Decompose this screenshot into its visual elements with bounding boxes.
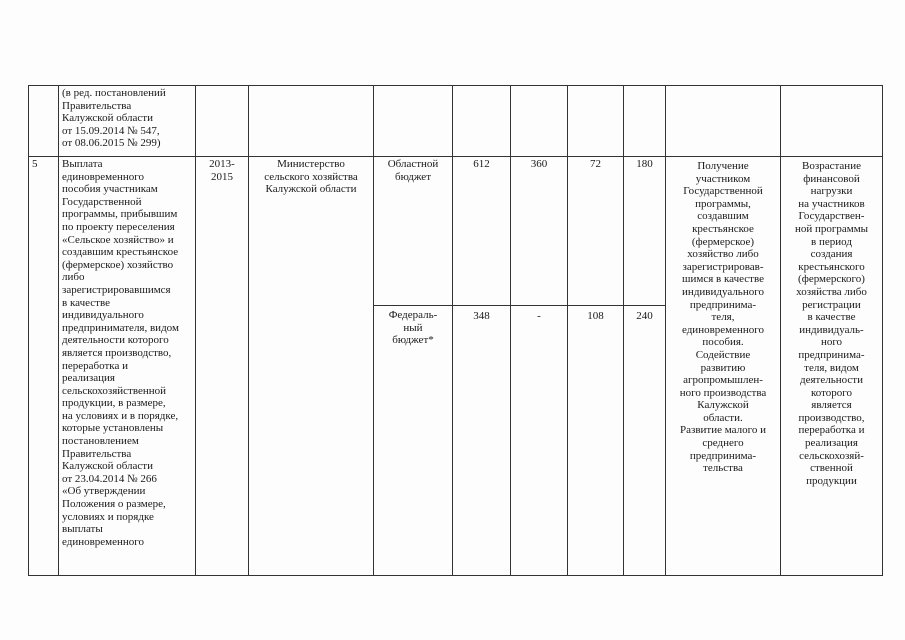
- amount-2014: 72: [590, 158, 601, 170]
- source-name: Федераль- ный бюджет*: [388, 309, 438, 347]
- cell-2015-federal: [624, 306, 666, 576]
- amount-2013: 360: [530, 158, 548, 170]
- amount-2013: -: [537, 310, 541, 322]
- cell-expected-result: [666, 157, 781, 576]
- expected-result-text: Получение участником Государственной программы, создавшим крестьянское (фермерское) хозяйство либо зарегистрировав- шимся в качестве индивидуального предпринима- теля, единовременного пособия. Содействие развитию агропромышлен- ного производства Калужской области. Развитие малого и среднего предпринима- тельства: [679, 160, 767, 475]
- executor-text: Министерство сельского хозяйства Калужской области: [264, 158, 358, 196]
- amount-2014: 108: [587, 310, 604, 322]
- cell-empty: [453, 86, 511, 157]
- cell-executor: [249, 157, 374, 576]
- cell-row-index: [29, 157, 59, 576]
- table-row-continuation: [29, 86, 883, 157]
- cell-index-empty: [29, 86, 59, 157]
- amount-total: 348: [473, 310, 490, 322]
- period-text: 2013- 2015: [209, 158, 235, 183]
- table-row-5-regional: [29, 157, 883, 306]
- cell-empty: [249, 86, 374, 157]
- cell-period: [196, 157, 249, 576]
- source-name: Областной бюджет: [387, 158, 439, 183]
- cell-2015-regional: [624, 157, 666, 306]
- cell-source-federal: [374, 306, 453, 576]
- risk-text: Возрастание финансовой нагрузки на участников Государствен- ной программы в период создания крестьянского (фермерского) хозяйства либо регистрации в качестве индивидуаль- ного предпринима- теля, видом деятельности которого является производство, переработка и реализация сельскохозяй- ственной продукции: [794, 160, 869, 487]
- cell-empty: [374, 86, 453, 157]
- cell-total-regional: [453, 157, 511, 306]
- cell-edition-note: [59, 86, 196, 157]
- cell-2014-federal: [568, 306, 624, 576]
- program-measures-table: [28, 85, 883, 576]
- cell-empty: [568, 86, 624, 157]
- cell-empty: [666, 86, 781, 157]
- cell-source-regional: [374, 157, 453, 306]
- cell-2013-regional: [511, 157, 568, 306]
- cell-empty: [624, 86, 666, 157]
- cell-empty: [781, 86, 883, 157]
- cell-total-federal: [453, 306, 511, 576]
- row-index: 5: [32, 158, 38, 170]
- measure-description-text: Выплата единовременного пособия участникам Государственной программы, прибывшим по проекту переселения «Сельское хозяйство» и создавшим крестьянское (фермерское) хозяйство либо зарегистрировавшимся в качестве индивидуального предпринимателя, видом деятельности которого является производство, переработка и реализация сельскохозяйственной продукции, в размере, на условиях и в порядке, которые установлены постановлением Правительства Калужской области от 23.04.2014 № 266 «Об утверждении Положения о размере, условиях и порядке выплаты единовременного: [62, 158, 179, 548]
- cell-measure-description: [59, 157, 196, 576]
- amount-total: 612: [473, 158, 490, 170]
- amount-2015: 180: [636, 158, 653, 170]
- cell-2013-federal: [511, 306, 568, 576]
- cell-risk: [781, 157, 883, 576]
- amount-2015: 240: [636, 310, 653, 322]
- cell-2014-regional: [568, 157, 624, 306]
- cell-empty: [196, 86, 249, 157]
- cell-empty: [511, 86, 568, 157]
- edition-note-text: (в ред. постановлений Правительства Калужской области от 15.09.2014 № 547, от 08.06.2015 № 299): [62, 87, 166, 150]
